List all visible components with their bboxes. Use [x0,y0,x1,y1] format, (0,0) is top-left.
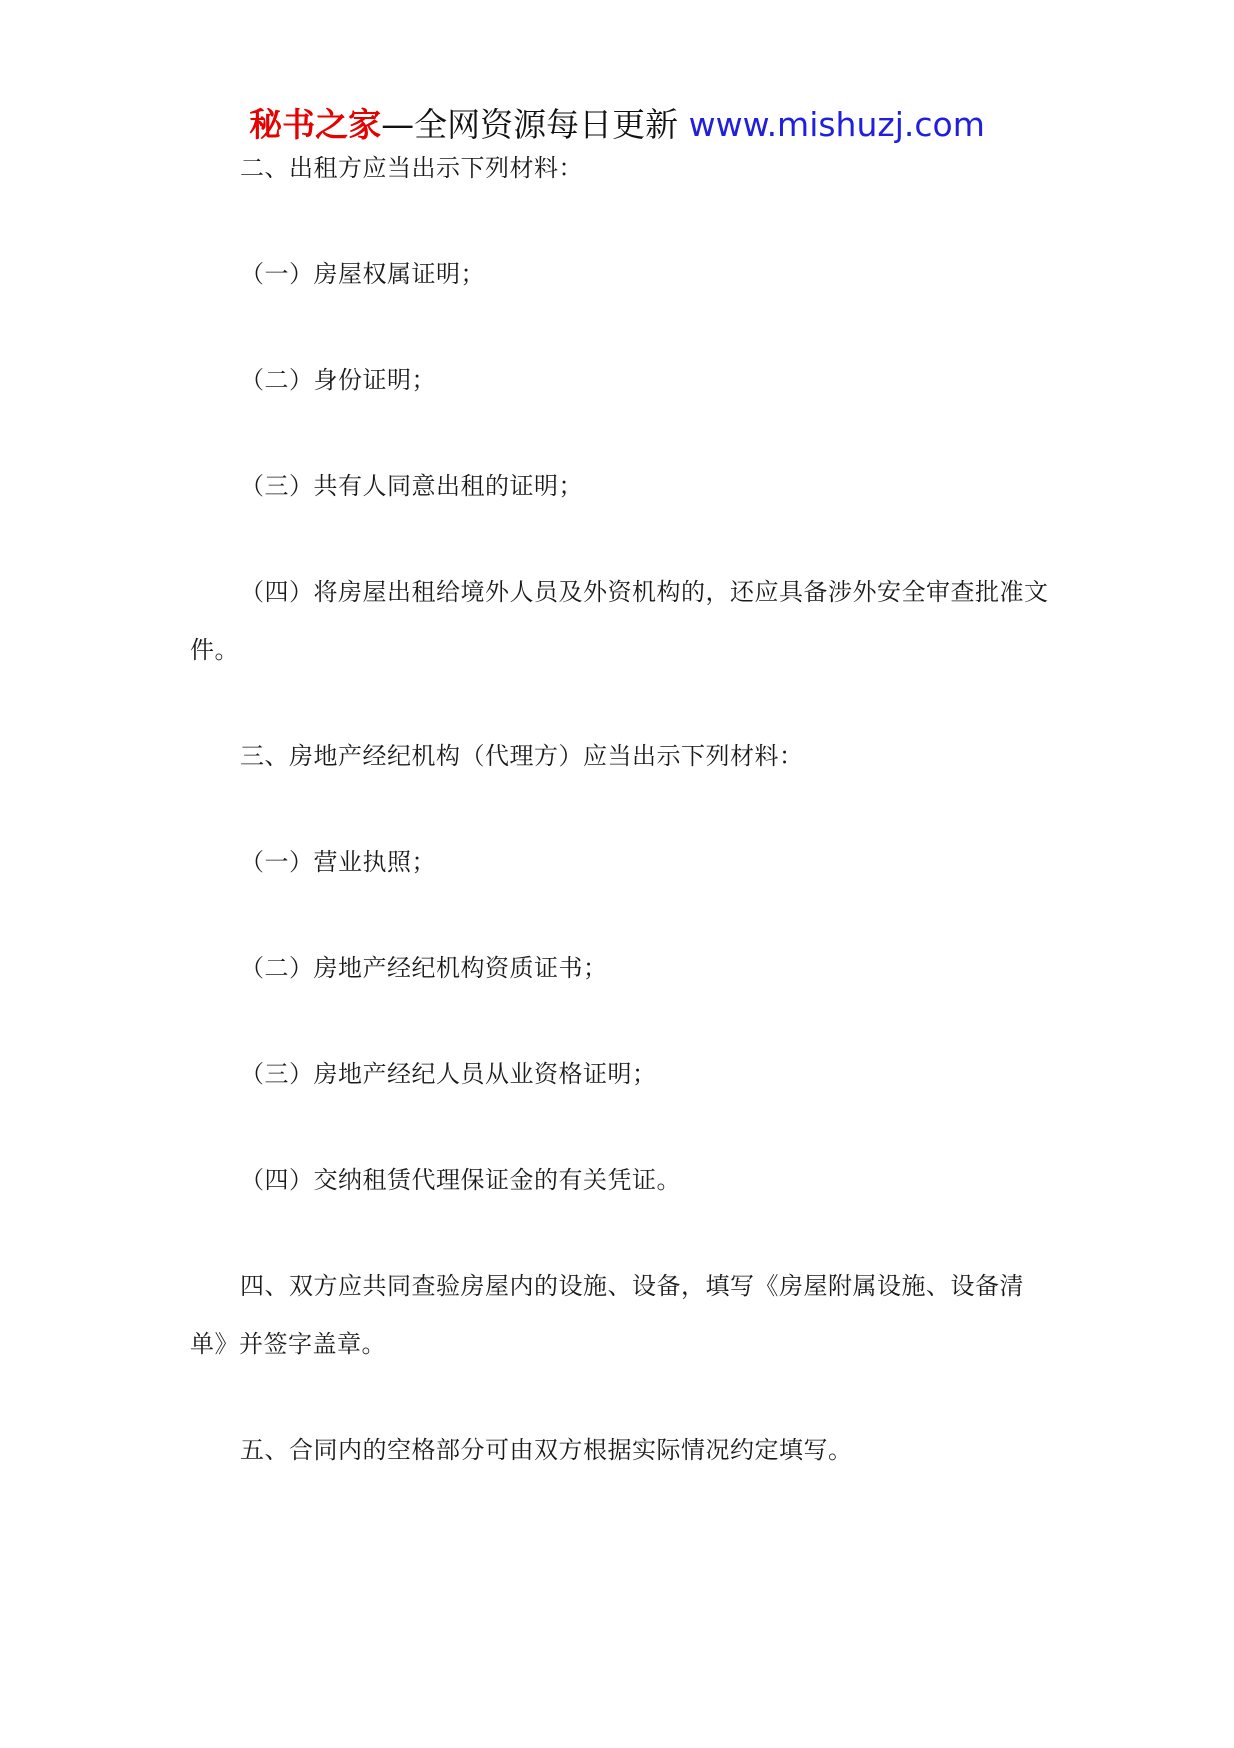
section-3-item-2: （二）房地产经纪机构资质证书； [240,954,608,982]
section-3-heading: 三、房地产经纪机构（代理方）应当出示下列材料： [240,742,804,770]
section-4-paragraph: 四、双方应共同查验房屋内的设施、设备，填写《房屋附属设施、设备清单》并签字盖章。 [190,1272,1024,1358]
section-2-item-3: （三）共有人同意出租的证明； [240,472,583,500]
section-2-item-2: （二）身份证明； [240,366,436,394]
section-2-item-1: （一）房屋权属证明； [240,260,485,288]
header-brand: 秘书之家 [249,105,382,144]
section-3-item-4: （四）交纳租赁代理保证金的有关凭证。 [240,1166,681,1194]
section-5-paragraph: 五、合同内的空格部分可由双方根据实际情况约定填写。 [240,1436,853,1464]
section-3-item-1: （一）营业执照； [240,848,436,876]
section-3-item-3: （三）房地产经纪人员从业资格证明； [240,1060,657,1088]
header-site-url[interactable]: www.mishuzj.com [688,105,985,144]
section-2-heading: 二、出租方应当出示下列材料： [240,154,583,182]
section-2-item-4: （四）将房屋出租给境外人员及外资机构的，还应具备涉外安全审查批准文件。 [190,578,1049,664]
header-slogan: —全网资源每日更新 [381,105,689,144]
